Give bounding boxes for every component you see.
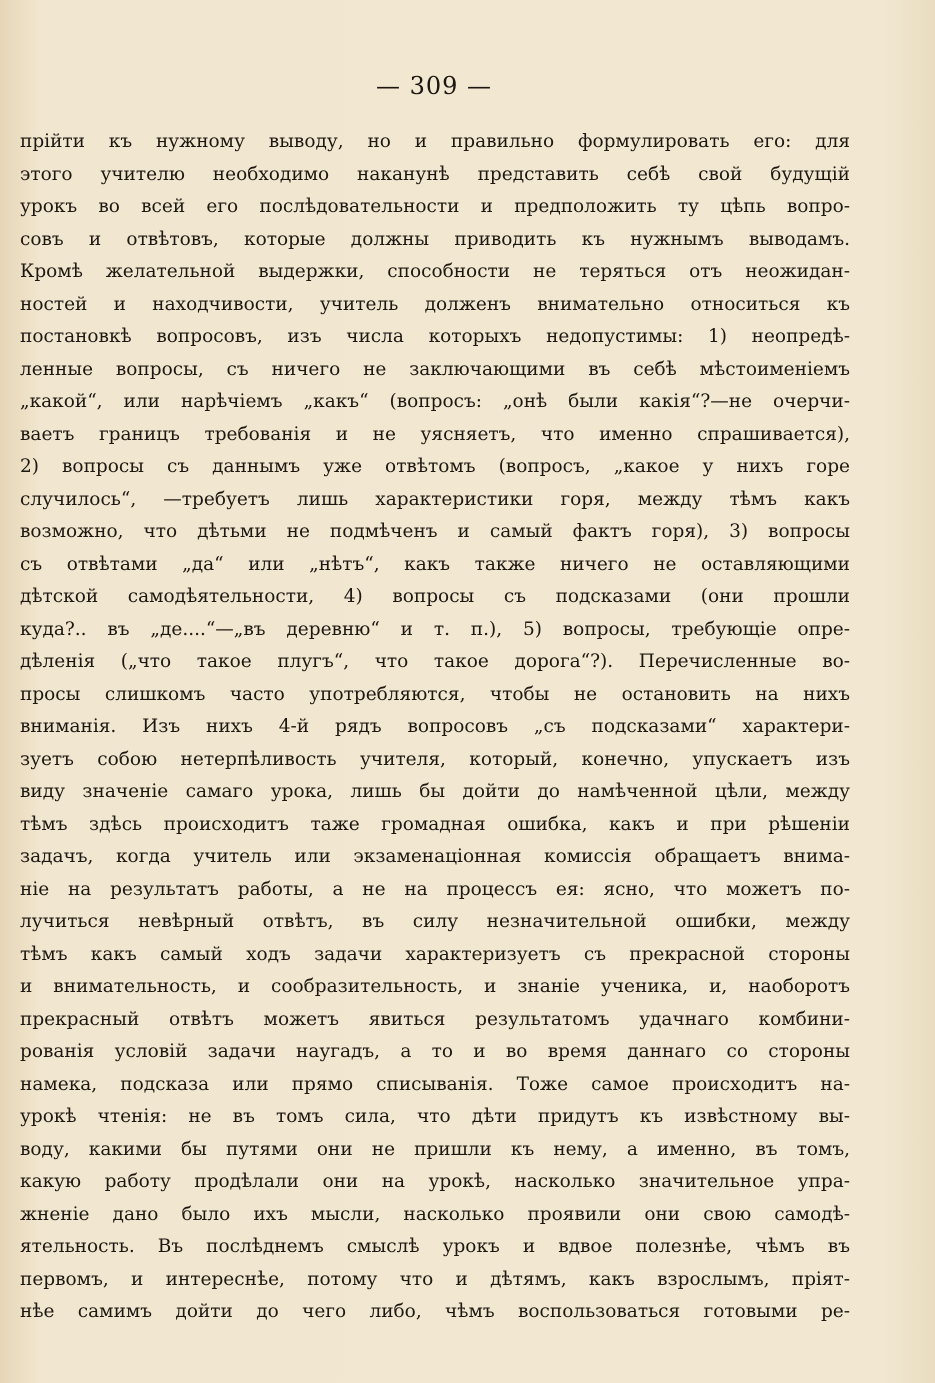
text-line: лучиться невѣрный отвѣтъ, въ силу незначительной ошибки, между — [20, 911, 850, 932]
text-line: какую работу продѣлали они на урокѣ, насколько значительное упра- — [20, 1171, 850, 1192]
text-line: тѣмъ здѣсь происходитъ таже громадная ошибка, какъ и при рѣшеніи — [20, 813, 850, 835]
text-line: нѣе самимъ дойти до чего либо, чѣмъ воспользоваться готовыми ре- — [20, 1301, 850, 1322]
text-line: просы слишкомъ часто употребляются, чтобы не остановить на нихъ — [20, 683, 850, 705]
text-line: ніе на результатъ работы, а не на процессъ ея: ясно, что можетъ по- — [20, 878, 850, 900]
text-line: намека, подсказа или прямо списыванія. Тоже самое происходитъ на- — [20, 1073, 850, 1095]
text-line: первомъ, и интереснѣе, потому что и дѣтямъ, какъ взрослымъ, пріят- — [20, 1268, 850, 1290]
text-line: дѣтской самодѣятельности, 4) вопросы съ подсказами (они прошли — [20, 586, 850, 607]
text-line: этого учителю необходимо наканунѣ представить себѣ свой будущій — [20, 163, 850, 185]
text-line: „какой“, или нарѣчіемъ „какъ“ (вопросъ: „онѣ были какія“?—не очерчи- — [20, 391, 850, 412]
text-line: постановкѣ вопросовъ, изъ числа которыхъ недопустимы: 1) неопредѣ- — [20, 326, 850, 347]
text-line: и внимательность, и сообразительность, и знаніе ученика, и, наоборотъ — [20, 976, 850, 997]
text-line: вниманія. Изъ нихъ 4-й рядъ вопросовъ „съ подсказами“ характери- — [20, 716, 850, 737]
text-line: урокѣ чтенія: не въ томъ сила, что дѣти придутъ къ извѣстному вы- — [20, 1106, 850, 1127]
page-number: — 309 — — [375, 72, 493, 100]
text-line: куда?.. въ „де....“—„въ деревню“ и т. п.), 5) вопросы, требующіе опре- — [20, 618, 850, 640]
text-line: возможно, что дѣтьми не подмѣченъ и самый фактъ горя), 3) вопросы — [20, 521, 850, 542]
text-line: жненіе дано было ихъ мысли, насколько проявили они свою самодѣ- — [20, 1203, 850, 1225]
text-line: съ отвѣтами „да“ или „нѣтъ“, какъ также ничего не оставляющими — [20, 553, 850, 575]
text-line: совъ и отвѣтовъ, которые должны приводить къ нужнымъ выводамъ. — [20, 228, 850, 250]
text-line: тѣмъ какъ самый ходъ задачи характеризуетъ съ прекрасной стороны — [20, 943, 850, 965]
text-line: 2) вопросы съ даннымъ уже отвѣтомъ (вопросъ, „какое у нихъ горе — [20, 456, 850, 477]
text-line: рованія условій задачи наугадъ, а то и во время даннаго со стороны — [20, 1041, 850, 1062]
text-line: дѣленія („что такое плугъ“, что такое дорога“?). Перечисленные во- — [20, 651, 850, 672]
body-text — [20, 126, 850, 1329]
text-line: воду, какими бы путями они не пришли къ нему, а именно, въ томъ, — [20, 1138, 850, 1160]
text-line: случилось“, —требуетъ лишь характеристики горя, между тѣмъ какъ — [20, 488, 850, 510]
text-line: Кромѣ желательной выдержки, способности не теряться отъ неожидан- — [20, 261, 850, 282]
text-line: прекрасный отвѣтъ можетъ явиться результатомъ удачнаго комбини- — [20, 1008, 850, 1030]
text-line: задачъ, когда учитель или экзаменаціонная комиссія обращаетъ внима- — [20, 846, 850, 867]
text-line: ятельность. Въ послѣднемъ смыслѣ урокъ и вдвое полезнѣе, чѣмъ въ — [20, 1236, 850, 1257]
text-line: ленные вопросы, съ ничего не заключающими въ себѣ мѣстоименіемъ — [20, 358, 850, 380]
text-line: прійти къ нужному выводу, но и правильно формулировать его: для — [20, 131, 850, 152]
text-line: зуетъ собою нетерпѣливость учителя, который, конечно, упускаетъ изъ — [20, 748, 850, 770]
text-line: урокъ во всей его послѣдовательности и предположить ту цѣпь вопро- — [20, 196, 850, 217]
text-line: ваетъ границъ требованія и не уясняетъ, что именно спрашивается), — [20, 423, 850, 445]
text-line: виду значеніе самаго урока, лишь бы дойти до намѣченной цѣли, между — [20, 781, 850, 802]
text-line: ностей и находчивости, учитель долженъ внимательно относиться къ — [20, 293, 850, 315]
